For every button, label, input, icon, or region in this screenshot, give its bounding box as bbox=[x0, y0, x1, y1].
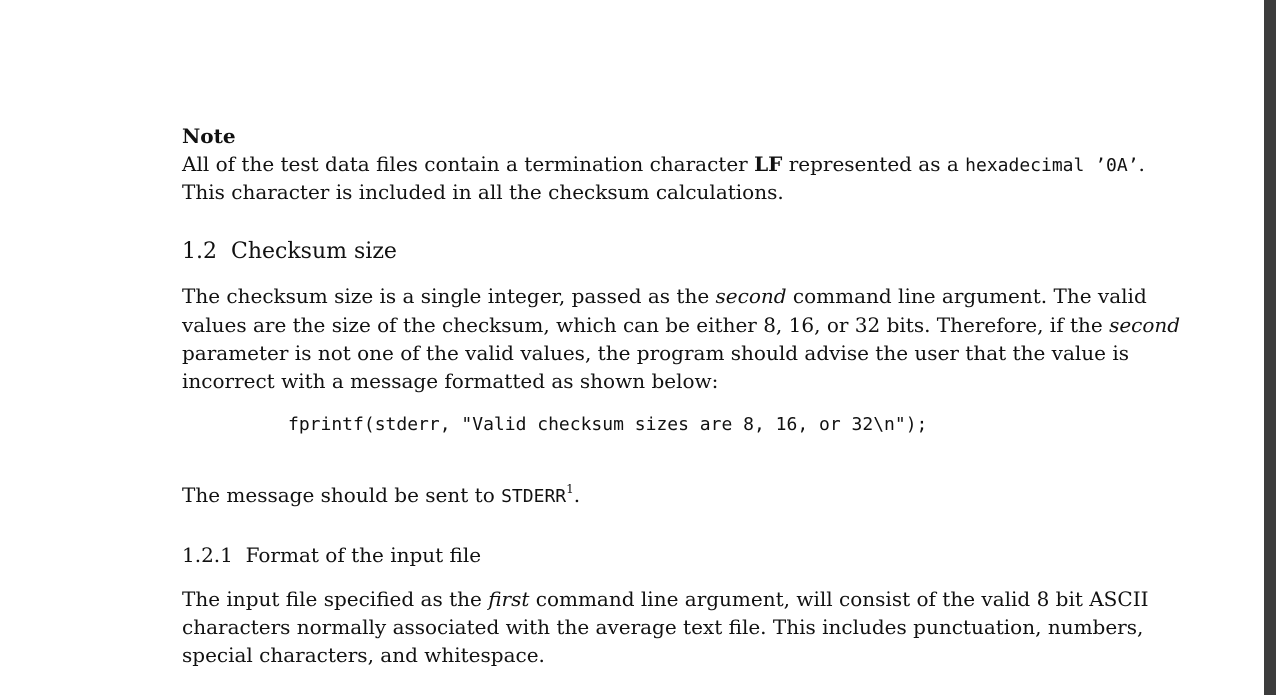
section-heading-1-2-1 bbox=[182, 545, 481, 565]
stderr-code: STDERR bbox=[501, 486, 567, 507]
note-line-1-mid: represented as a bbox=[782, 152, 966, 176]
paragraph-text: The message should be sent to bbox=[182, 483, 502, 507]
paragraph-line: parameter is not one of the valid values, the program should advise the user that the value is bbox=[182, 341, 1129, 365]
section-title: Format of the input file bbox=[245, 543, 482, 567]
emphasis-second: second bbox=[715, 284, 787, 308]
paragraph-line bbox=[182, 587, 1149, 611]
paragraph-line: incorrect with a message formatted as shown below: bbox=[182, 369, 719, 393]
section-heading-1-2 bbox=[182, 241, 397, 263]
code-snippet: fprintf(stderr, "Valid checksum sizes are 8, 16, or 32\n"); bbox=[288, 414, 928, 435]
note-heading: Note bbox=[182, 124, 236, 148]
paragraph-text: command line argument, will consist of the valid 8 bit ASCII bbox=[529, 587, 1149, 611]
note-line-1-text: All of the test data files contain a termination character bbox=[182, 152, 755, 176]
section-number: 1.2.1 bbox=[182, 543, 233, 567]
section-number: 1.2 bbox=[182, 239, 217, 264]
paragraph-line bbox=[182, 284, 1147, 308]
viewer-edge bbox=[1264, 0, 1276, 695]
section-title: Checksum size bbox=[231, 239, 397, 264]
emphasis-first: first bbox=[488, 587, 530, 611]
paragraph-text: command line argument. The valid bbox=[786, 284, 1147, 308]
paragraph-text: . bbox=[573, 483, 581, 507]
paragraph-line bbox=[182, 313, 1181, 337]
paragraph-line: characters normally associated with the average text file. This includes punctuation, numbers, bbox=[182, 615, 1144, 639]
note-line-1-end: . bbox=[1138, 152, 1145, 176]
note-line-2: This character is included in all the checksum calculations. bbox=[182, 180, 784, 204]
stderr-message-line bbox=[182, 482, 581, 507]
emphasis-second: second bbox=[1109, 313, 1181, 337]
lf-term: LF bbox=[754, 152, 783, 176]
paragraph-text: The checksum size is a single integer, passed as the bbox=[182, 284, 716, 308]
paragraph-text: The input file specified as the bbox=[182, 587, 489, 611]
paragraph-line: special characters, and whitespace. bbox=[182, 643, 545, 667]
footnote-marker[interactable]: 1 bbox=[566, 482, 574, 496]
paragraph-text: values are the size of the checksum, which can be either 8, 16, or 32 bits. Therefore, if the bbox=[182, 313, 1110, 337]
note-line-1 bbox=[182, 154, 1145, 175]
hex-code: hexadecimal ’0A’ bbox=[965, 155, 1139, 176]
